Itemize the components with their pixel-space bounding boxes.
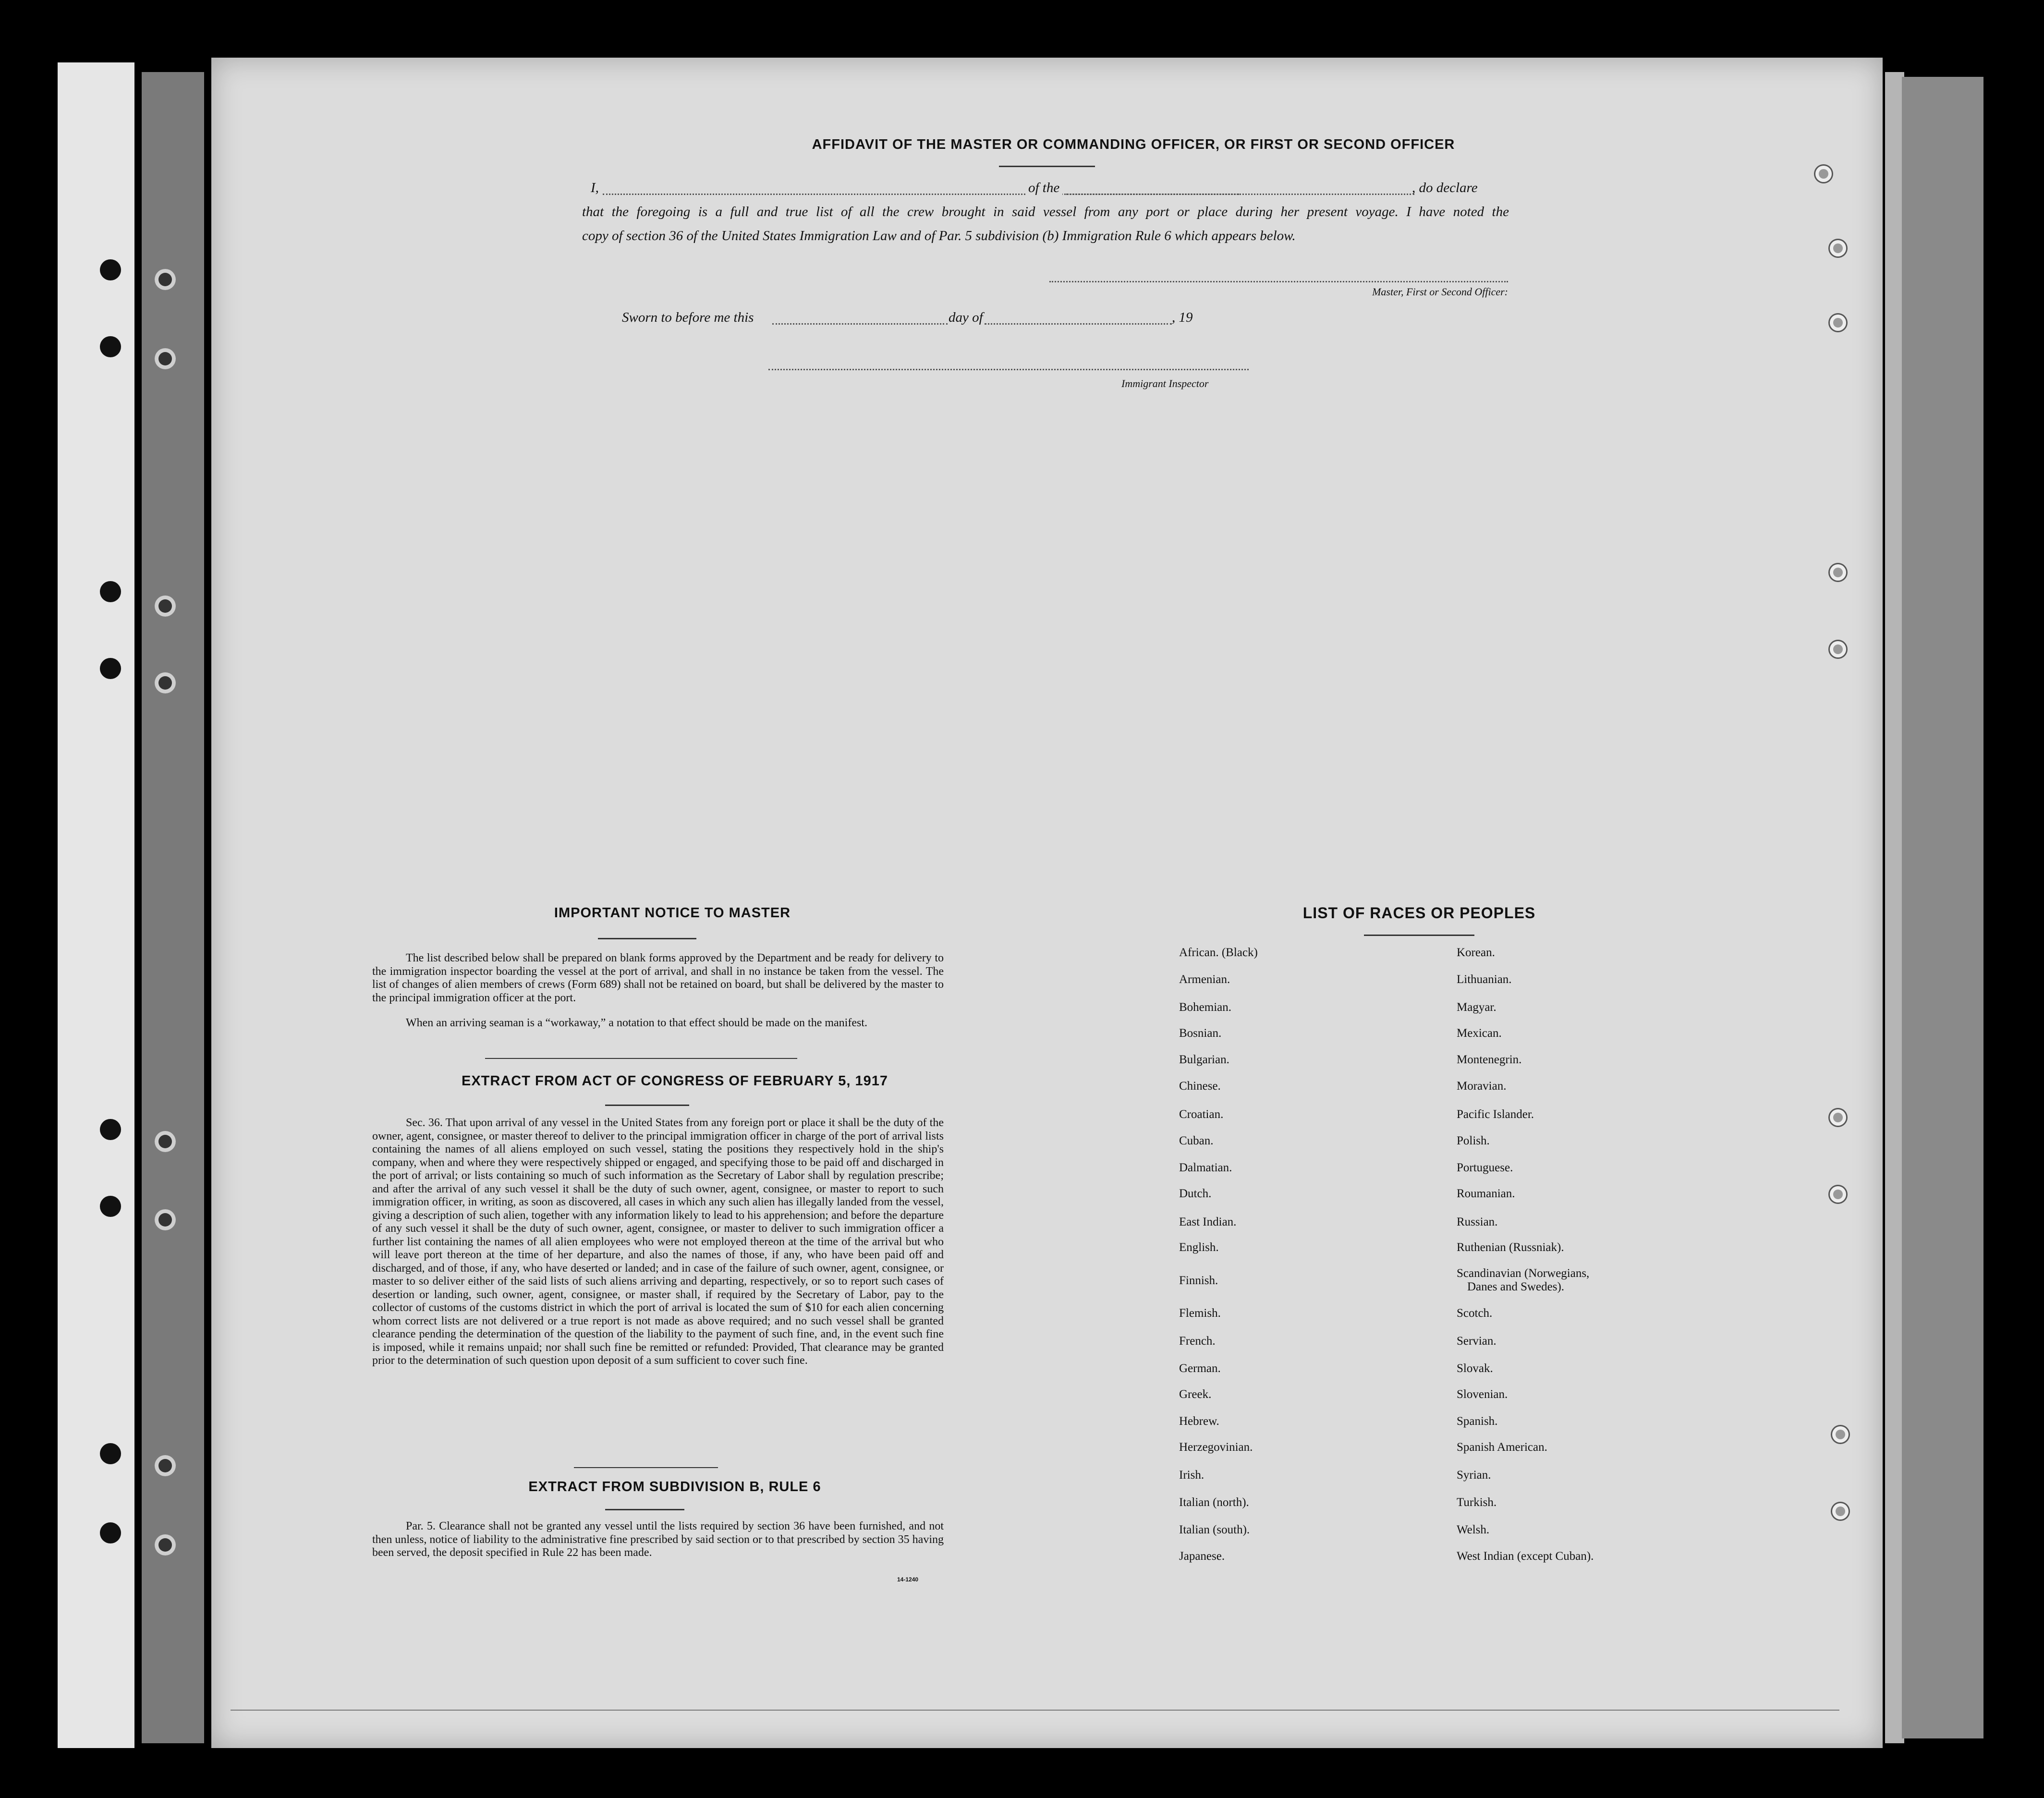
race-left-item: French. bbox=[1179, 1335, 1216, 1348]
punch-hole bbox=[1832, 1426, 1849, 1443]
race-left-item: Finnish. bbox=[1179, 1274, 1218, 1287]
inspector-label: Immigrant Inspector bbox=[1121, 377, 1209, 389]
race-left-item: Flemish. bbox=[1179, 1307, 1221, 1320]
race-right-item: West Indian (except Cuban). bbox=[1457, 1550, 1594, 1563]
divider bbox=[574, 1467, 718, 1468]
sworn-day-line[interactable] bbox=[772, 323, 948, 325]
binder-hole bbox=[100, 581, 121, 602]
race-right-item: Scotch. bbox=[1457, 1307, 1493, 1320]
punch-hole bbox=[1832, 1503, 1849, 1519]
binder-hole bbox=[100, 1443, 121, 1464]
race-left-item: Bohemian. bbox=[1179, 1001, 1232, 1014]
divider bbox=[485, 1058, 797, 1059]
affidavit-of-the-label: of the bbox=[1025, 180, 1062, 196]
race-right-item: Magyar. bbox=[1457, 1001, 1496, 1014]
punch-hole bbox=[1830, 641, 1846, 657]
sworn-label: Sworn to before me this bbox=[622, 310, 754, 325]
affidavit-i-label: I, bbox=[591, 180, 599, 195]
binder-hole bbox=[155, 348, 176, 369]
race-left-item: Bulgarian. bbox=[1179, 1053, 1229, 1066]
divider bbox=[999, 166, 1095, 167]
race-left-item: Hebrew. bbox=[1179, 1415, 1219, 1428]
race-right-item: Pacific Islander. bbox=[1457, 1108, 1534, 1121]
race-right-item: Slovak. bbox=[1457, 1362, 1493, 1375]
race-right-item: Syrian. bbox=[1457, 1469, 1491, 1482]
race-left-item: Greek. bbox=[1179, 1388, 1212, 1401]
punch-hole bbox=[1830, 564, 1846, 581]
binder-hole bbox=[155, 1455, 176, 1476]
race-left-item: Croatian. bbox=[1179, 1108, 1224, 1121]
punch-hole bbox=[1830, 240, 1846, 256]
binder-hole bbox=[155, 672, 176, 693]
right-film-strip bbox=[1902, 77, 1983, 1738]
binder-hole bbox=[155, 595, 176, 617]
affidavit-line-3: copy of section 36 of the United States Immigration Law and of Par. 5 subdivision (b) Immigration Rule 6 which appears below. bbox=[582, 228, 1296, 243]
binder-hole bbox=[155, 269, 176, 290]
left-binder-strip bbox=[142, 72, 204, 1743]
left-film-strip bbox=[58, 62, 134, 1748]
binder-hole bbox=[100, 1119, 121, 1140]
extract-rule-text: Par. 5. Clearance shall not be granted any vessel until the lists required by section 36 have been furnished, and not then unless, notice of liability to the administrative fine prescribed by said section or to that prescribed by section 35 having been served, the deposit specified in Rule 22 has been made. bbox=[372, 1520, 944, 1559]
extract-rule-title: EXTRACT FROM SUBDIVISION B, RULE 6 bbox=[528, 1479, 821, 1494]
extract-act-text: Sec. 36. That upon arrival of any vessel in the United States from any foreign port or place it shall be the duty of the owner, agent, consignee, or master thereof to deliver to the principal immigration officer in charge of the port of arrival lists containing the names of all aliens employed on such vessel, stating the positions they respectively hold in the ship's company, when and where they were respectively shipped or engaged, and specifying those to be paid off and discharged in the port of arrival; or lists containing so much of such information as the Secretary of Labor shall by regulation prescribe; and after the arrival of any such vessel it shall be the duty of such owner, agent, consignee, or master to report to such immigration officer, in writing, as soon as discovered, all cases in which any such alien has illegally landed from the vessel, giving a description of such alien, together with any information likely to lead to his apprehension; and before the departure of any such vessel it shall be the duty of such owner, agent, consignee, or master to deliver to such immigration officer a further list containing the names of all alien employees who were not employed thereon at the time of the arrival but who will leave port thereon at the time of her departure, and also the names of those, if any, who have been paid off and discharged, and of those, if any, who have deserted or landed; and in case of the failure of such owner, agent, consignee, or master to so deliver either of the said lists of such aliens arriving and departing, respectively, or so to report such cases of desertion or landing, such owner, agent, consignee, or master shall, if required by the Secretary of Labor, pay to the collector of customs of the customs district in which the port of arrival is located the sum of $10 for each alien concerning whom correct lists are not delivered or a true report is not made as above required; and no such vessel shall be granted clearance pending the determination of the question of the liability to the payment of such fine, and, in the event such fine is imposed, while it remains unpaid; nor shall such fine be remitted or refunded: Provided, That clearance may be granted prior to the determination of such question upon deposit of a sum sufficient to cover such fine. bbox=[372, 1117, 944, 1367]
race-right-item: Welsh. bbox=[1457, 1523, 1490, 1536]
race-right-item: Scandinavian (Norwegians, bbox=[1457, 1267, 1590, 1280]
race-left-item: English. bbox=[1179, 1241, 1219, 1254]
binder-hole bbox=[155, 1534, 176, 1555]
race-right-item: Korean. bbox=[1457, 946, 1495, 959]
race-left-item: German. bbox=[1179, 1362, 1221, 1375]
vessel-blank-line[interactable] bbox=[1066, 194, 1414, 195]
affidavit-declare-label: , do declare bbox=[1412, 180, 1478, 195]
affidavit-title: AFFIDAVIT OF THE MASTER OR COMMANDING OFFICER, OR FIRST OR SECOND OFFICER bbox=[812, 137, 1455, 152]
race-left-item: Bosnian. bbox=[1179, 1027, 1222, 1040]
race-left-item: Italian (north). bbox=[1179, 1496, 1249, 1509]
race-left-item: Italian (south). bbox=[1179, 1523, 1250, 1536]
race-right-item-continued: Danes and Swedes). bbox=[1467, 1280, 1565, 1293]
punch-hole bbox=[1815, 166, 1832, 182]
notice-paragraph-2: When an arriving seaman is a “workaway,” a notation to that effect should be made on the manifest. bbox=[406, 1017, 867, 1029]
binder-hole bbox=[155, 1209, 176, 1230]
race-left-item: Cuban. bbox=[1179, 1134, 1214, 1147]
punch-hole bbox=[1830, 315, 1846, 331]
sworn-month-line[interactable] bbox=[985, 323, 1172, 325]
race-right-item: Ruthenian (Russniak). bbox=[1457, 1241, 1564, 1254]
race-right-item: Spanish. bbox=[1457, 1415, 1498, 1428]
extract-act-title: EXTRACT FROM ACT OF CONGRESS OF FEBRUARY 5, 1917 bbox=[461, 1073, 888, 1089]
race-right-item: Servian. bbox=[1457, 1335, 1496, 1348]
races-title: LIST OF RACES OR PEOPLES bbox=[1302, 904, 1536, 922]
notice-paragraph-1: The list described below shall be prepared on blank forms approved by the Department and be ready for delivery to the immigration inspector boarding the vessel at the port of arrival, and shall in no instance be taken from the vessel. The list of changes of alien members of crews (Form 689) shall not be retained on board, but shall be delivered by the master to the principal immigration officer at the port. bbox=[372, 952, 944, 1004]
right-page-edge bbox=[1885, 72, 1904, 1743]
race-right-item: Slovenian. bbox=[1457, 1388, 1508, 1401]
race-right-item: Portuguese. bbox=[1457, 1161, 1513, 1174]
race-right-item: Turkish. bbox=[1457, 1496, 1497, 1509]
race-left-item: Dalmatian. bbox=[1179, 1161, 1232, 1174]
divider bbox=[605, 1105, 689, 1106]
race-left-item: Herzegovinian. bbox=[1179, 1441, 1253, 1454]
race-left-item: Dutch. bbox=[1179, 1187, 1212, 1200]
race-right-item: Roumanian. bbox=[1457, 1187, 1515, 1200]
bottom-edge-line bbox=[231, 1710, 1839, 1711]
race-left-item: Irish. bbox=[1179, 1469, 1204, 1482]
divider bbox=[598, 938, 696, 939]
binder-hole bbox=[100, 336, 121, 357]
inspector-signature-line[interactable] bbox=[768, 369, 1249, 370]
year-label: , 19 bbox=[1172, 310, 1193, 325]
binder-hole bbox=[100, 658, 121, 679]
punch-hole bbox=[1830, 1186, 1846, 1203]
race-left-item: Japanese. bbox=[1179, 1550, 1225, 1563]
race-left-item: East Indian. bbox=[1179, 1215, 1237, 1228]
document-page bbox=[211, 58, 1883, 1748]
signature-line[interactable] bbox=[1049, 281, 1508, 282]
race-left-item: African. (Black) bbox=[1179, 946, 1258, 959]
punch-hole bbox=[1830, 1109, 1846, 1126]
binder-hole bbox=[100, 1196, 121, 1217]
race-right-item: Mexican. bbox=[1457, 1027, 1502, 1040]
race-right-item: Lithuanian. bbox=[1457, 973, 1512, 986]
race-right-item: Moravian. bbox=[1457, 1080, 1507, 1093]
race-right-item: Montenegrin. bbox=[1457, 1053, 1522, 1066]
divider bbox=[1364, 935, 1474, 936]
signature-label: Master, First or Second Officer: bbox=[1372, 286, 1508, 298]
day-of-label: day of bbox=[949, 310, 983, 325]
affidavit-line-2: that the foregoing is a full and true list of all the crew brought in said vessel from any port or place during her present voyage. I have noted the bbox=[582, 204, 1509, 219]
race-right-item: Spanish American. bbox=[1457, 1441, 1547, 1454]
race-left-item: Armenian. bbox=[1179, 973, 1230, 986]
form-number: 14-1240 bbox=[897, 1576, 919, 1583]
race-right-item: Russian. bbox=[1457, 1215, 1498, 1228]
race-right-item: Polish. bbox=[1457, 1134, 1490, 1147]
race-left-item: Chinese. bbox=[1179, 1080, 1221, 1093]
notice-title: IMPORTANT NOTICE TO MASTER bbox=[554, 905, 791, 921]
binder-hole bbox=[155, 1131, 176, 1152]
binder-hole bbox=[100, 1522, 121, 1543]
divider bbox=[605, 1509, 684, 1510]
binder-hole bbox=[100, 259, 121, 280]
